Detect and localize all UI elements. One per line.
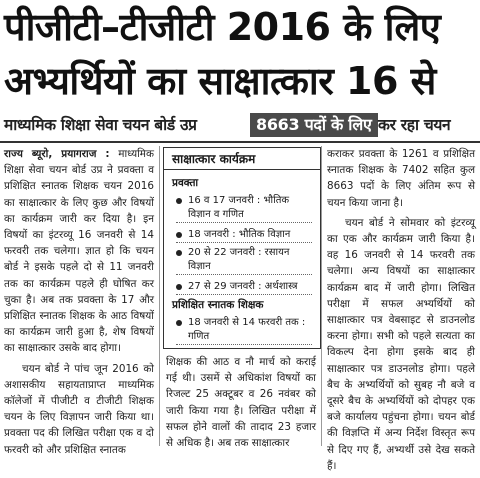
paragraph-text: माध्यमिक शिक्षा सेवा चयन बोर्ड उप्र ने प्रवक्ता व प्रशिक्षित स्नातक शिक्षक चयन 2016 का साक्षात्कार के लिए कुछ और विषयों का कार्यक्रम जारी कर दिया है। इन विषयों का इंटरव्यू 16 जनवरी से 14 फरवरी तक चलेगा। ज्ञात हो कि चयन बोर्ड ने इसके पहले दो से 11 जनवरी तक का कार्यक्रम पहले ही घोषित कर चुका है। अब तक प्रवक्ता के 17 और प्रशिक्षित स्नातक शिक्षक के आठ विषयों का कार्यक्रम जारी हुआ है, शेष विषयों का साक्षात्कार उसके बाद होगा।: [4, 148, 154, 355]
subheadline: [0, 111, 480, 139]
article-paragraph: [4, 146, 154, 357]
schedule-item: 16 व 17 जनवरी : भौतिक विज्ञान व गणित: [176, 194, 312, 223]
headline-line-2: अभ्यर्थियों का साक्षात्कार 16 से: [4, 59, 436, 103]
bullet-icon: [176, 198, 182, 204]
schedule-box-title: साक्षात्कार कार्यक्रम: [164, 148, 320, 170]
subhead-highlight: 8663 पदों के लिए: [250, 113, 378, 137]
schedule-group-heading: प्रवक्ता: [172, 177, 199, 189]
schedule-item: 27 से 29 जनवरी : अर्थशास्त्र: [176, 280, 312, 295]
article-paragraph: चयन बोर्ड ने पांच जून 2016 को अशासकीय सहायताप्राप्त माध्यमिक कॉलेजों में पीजीटी व टीजीटी शिक्षक चयन के लिए विज्ञापन जारी किया था। प्रवक्ता पद की लिखित परीक्षा एक व दो फरवरी को और प्रशिक्षित स्नातक: [4, 362, 154, 456]
subhead-rest: कर रहा चयन: [378, 116, 451, 134]
schedule-item: 18 जनवरी : भौतिक विज्ञान: [176, 228, 312, 243]
dateline: राज्य ब्यूरो, प्रयागराज :: [4, 148, 110, 160]
interview-schedule-box: [163, 147, 321, 349]
schedule-item: 20 से 22 जनवरी : रसायन विज्ञान: [176, 246, 312, 275]
subhead-plain: माध्यमिक शिक्षा सेवा चयन बोर्ड उप्र: [4, 116, 197, 134]
article-column-1: [4, 146, 154, 462]
headline-divider: [0, 141, 480, 143]
headline-line-1: पीजीटी–टीजीटी 2016 के लिए: [4, 5, 441, 49]
schedule-item: 18 जनवरी से 14 फरवरी तक : गणित: [176, 316, 312, 345]
article-paragraph: शिक्षक की आठ व नौ मार्च को कराई गई थी। उसमें से अधिकांश विषयों का रिजल्ट 25 अक्टूबर व 26 नवंबर को जारी किया गया है। लिखित परीक्षा में सफल होने वालों की तादाद 23 हजार से अधिक है। अब तक साक्षात्कार: [166, 356, 316, 450]
bullet-icon: [176, 232, 182, 238]
article-paragraph: कराकर प्रवक्ता के 1261 व प्रशिक्षित स्नातक शिक्षक के 7402 सहित कुल 8663 पदों के लिए अंतिम रूप से चयन किया जाना है।: [327, 148, 475, 209]
schedule-group-heading: प्रशिक्षित स्नातक शिक्षक: [172, 299, 264, 311]
bullet-icon: [176, 320, 182, 326]
article-column-3: [327, 146, 475, 478]
column-divider: [321, 146, 322, 446]
column-divider: [159, 146, 160, 446]
article-column-2: [166, 354, 316, 455]
bullet-icon: [176, 250, 182, 256]
article-paragraph: चयन बोर्ड ने सोमवार को इंटरव्यू का एक और कार्यक्रम जारी किया है। वह 16 जनवरी से 14 फरवरी तक चलेगा। अन्य विषयों का साक्षात्कार कार्यक्रम बाद में जारी होगा। लिखित परीक्षा में सफल अभ्यर्थियों को साक्षात्कार पत्र वेबसाइट से डाउनलोड करना होगा। सभी को पहले सत्यता का विकल्प देना होगा इसके बाद ही साक्षात्कार पत्र डाउनलोड होगा। पहले बैच के अभ्यर्थियों को सुबह नौ बजे व दूसरे बैच के अभ्यर्थियों को दोपहर एक बजे कार्यालय पहुंचना होगा। चयन बोर्ड की विज्ञप्ति में अन्य निर्देश विस्तृत रूप से दिए गए हैं, अभ्यर्थी उसे देख सकते हैं।: [327, 216, 475, 472]
bullet-icon: [176, 284, 182, 290]
